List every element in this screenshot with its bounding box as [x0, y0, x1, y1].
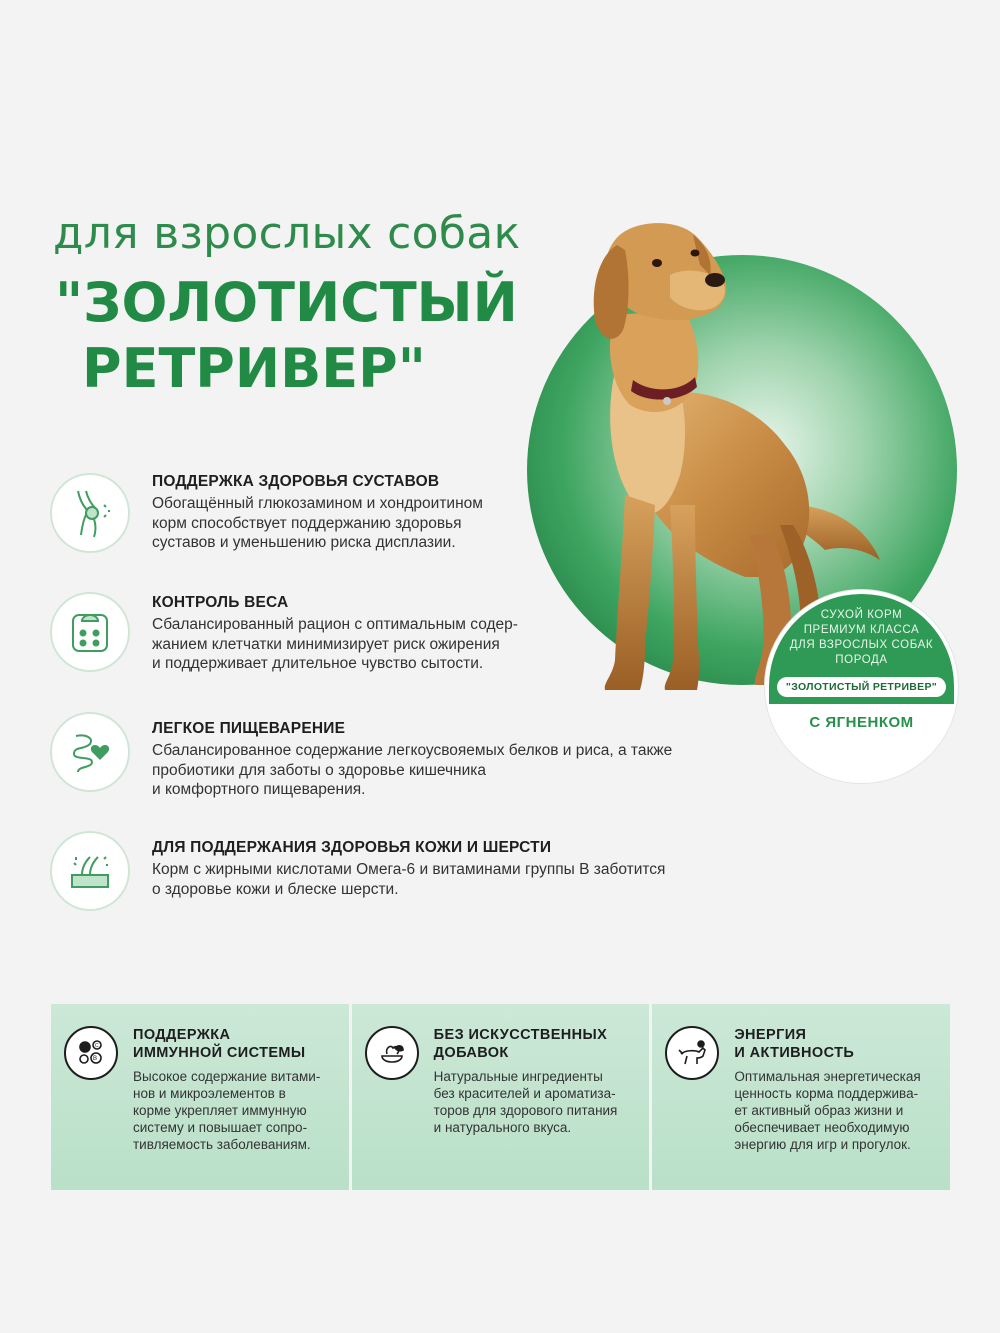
vitamins-icon: [64, 1026, 118, 1080]
card-title: ПОДДЕРЖКА ИММУННОЙ СИСТЕМЫ: [133, 1027, 306, 1061]
badge-line: ДЛЯ ВЗРОСЛЫХ СОБАК: [789, 639, 934, 651]
card-title: ЭНЕРГИЯ И АКТИВНОСТЬ: [734, 1027, 855, 1061]
benefit-cards: [51, 1004, 950, 1190]
no-additives-icon: [365, 1026, 419, 1080]
page-title: [55, 270, 518, 402]
badge-flavor: С ЯГНЕНКОМ: [809, 714, 914, 731]
badge-line: СУХОЙ КОРМ: [820, 609, 903, 621]
product-badge: [765, 590, 958, 783]
feature-text: Обогащённый глюкозамином и хондроитином корм способствует поддержанию здоровья суставов и уменьшению риска дисплазии.: [152, 495, 483, 551]
feature-text: Сбалансированное содержание легкоусвояемых белков и риса, а также пробиотики для заботы о здоровье кишечника и комфортного пищеварения.: [152, 742, 673, 798]
feature-digestion: [152, 720, 752, 800]
badge-text: [769, 608, 954, 668]
card-title: БЕЗ ИСКУССТВЕННЫХ ДОБАВОК: [433, 1027, 608, 1061]
badge-top: [769, 594, 954, 704]
feature-title: КОНТРОЛЬ ВЕСА: [152, 594, 289, 611]
feature-skin-coat: [152, 839, 752, 899]
card-immune: [51, 1004, 349, 1190]
scale-icon: [50, 592, 130, 672]
subtitle: для взрослых собак: [53, 208, 521, 259]
feature-title: ЛЕГКОЕ ПИЩЕВАРЕНИЕ: [152, 720, 346, 737]
title-line-2: РЕТРИВЕР": [82, 337, 426, 400]
feature-text: Корм с жирными кислотами Омега-6 и витаминами группы В заботится о здоровье кожи и блеске шерсти.: [152, 861, 666, 898]
badge-breed: "ЗОЛОТИСТЫЙ РЕТРИВЕР": [777, 677, 946, 697]
svg-text:C: C: [95, 1043, 99, 1049]
badge-line: ПОРОДА: [835, 654, 888, 666]
card-text: Натуральные ингредиенты без красителей и ароматиза- торов для здорового питания и натурального вкуса.: [433, 1069, 618, 1135]
feature-joints: [152, 473, 712, 553]
feature-weight: [152, 594, 712, 674]
title-line-1: "ЗОЛОТИСТЫЙ: [55, 271, 518, 334]
card-text: Оптимальная энергетическая ценность корма поддержива- ет активный образ жизни и обеспечивает необходимую энергию для игр и прогулок.: [734, 1069, 921, 1152]
card-no-additives: [352, 1004, 650, 1190]
svg-text:B: B: [93, 1056, 98, 1062]
feature-title: ДЛЯ ПОДДЕРЖАНИЯ ЗДОРОВЬЯ КОЖИ И ШЕРСТИ: [152, 839, 552, 856]
card-energy: [652, 1004, 950, 1190]
joint-icon: [50, 473, 130, 553]
active-dog-icon: [665, 1026, 719, 1080]
feature-text: Сбалансированный рацион с оптимальным содер- жанием клетчатки минимизирует риск ожирения и поддерживает длительное чувство сытости.: [152, 616, 518, 672]
skin-coat-icon: [50, 831, 130, 911]
feature-title: ПОДДЕРЖКА ЗДОРОВЬЯ СУСТАВОВ: [152, 473, 440, 490]
badge-line: ПРЕМИУМ КЛАССА: [803, 624, 920, 636]
digestion-icon: [50, 712, 130, 792]
card-text: Высокое содержание витами- нов и микроэлементов в корме укрепляет иммунную систему и повышает сопро- тивляемость заболеваниям.: [133, 1069, 321, 1152]
